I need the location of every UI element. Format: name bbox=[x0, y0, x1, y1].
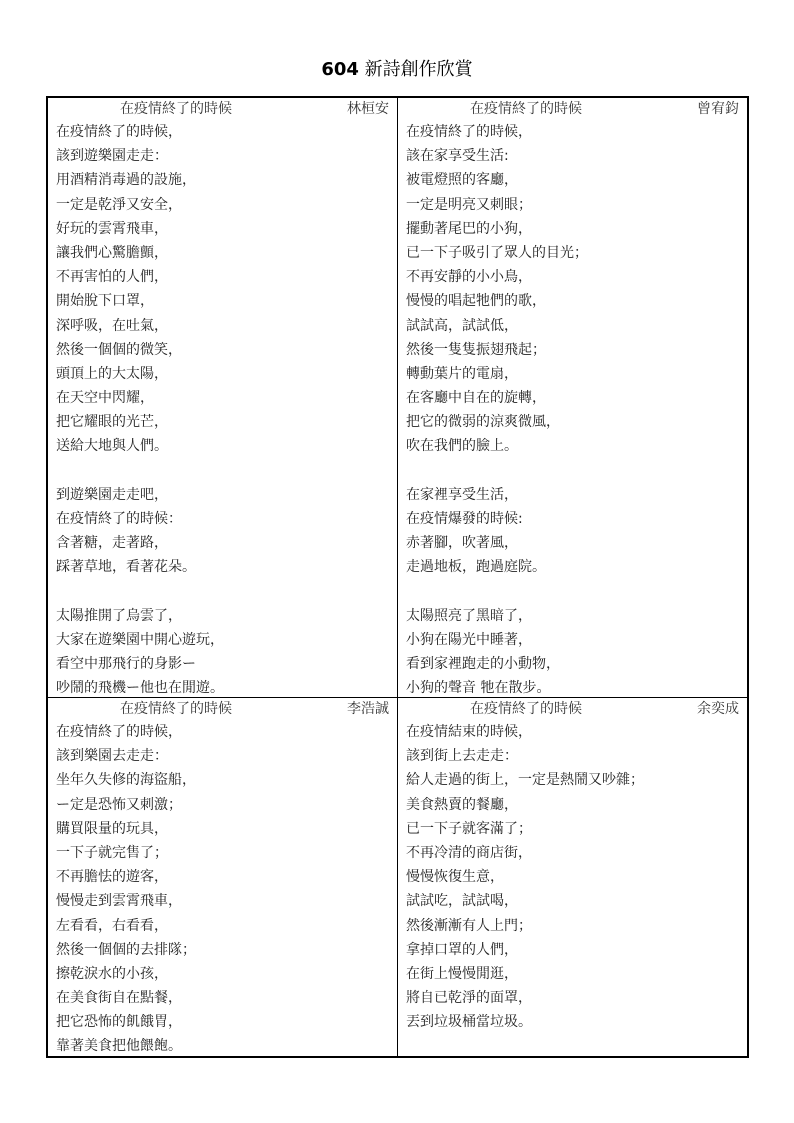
page-title bbox=[0, 58, 794, 82]
poem-line: 一下子就完售了； bbox=[56, 844, 168, 861]
poem-line: 開始脫下口罩， bbox=[56, 293, 154, 310]
poem-line: 然後一個個的微笑， bbox=[56, 341, 182, 358]
poem-line: 小狗在陽光中睡著， bbox=[406, 631, 532, 648]
poem-title: 在疫情終了的時候 bbox=[470, 101, 582, 117]
poem-line: 試試高，試試低， bbox=[406, 317, 518, 334]
poem-line: 一定是明亮又刺眼； bbox=[406, 196, 532, 213]
poem-author: 林桓安 bbox=[347, 101, 389, 117]
poem-line: 然後一個個的去排隊； bbox=[56, 941, 196, 958]
poem-line: 在家裡享受生活， bbox=[406, 486, 518, 503]
poem-line: 頭頂上的大太陽， bbox=[56, 365, 168, 382]
poem-line: 讓我們心驚膽顫， bbox=[56, 244, 168, 261]
poem-line: 踩著草地，看著花朵。 bbox=[56, 559, 196, 576]
poem-line: 含著糖，走著路， bbox=[56, 535, 168, 552]
poem-line: 小狗的聲音 牠在散步。 bbox=[406, 680, 551, 697]
poem-line: 拿掉口罩的人們， bbox=[406, 941, 518, 958]
poem-line: 該在家享受生活: bbox=[406, 148, 509, 165]
poem-line: 已一下子就客滿了； bbox=[406, 820, 532, 837]
poem-line: 慢慢的唱起牠們的歌， bbox=[406, 293, 546, 310]
poem-line: 坐年久失修的海盜船， bbox=[56, 772, 196, 789]
poem-line: 該到街上去走走： bbox=[406, 748, 518, 765]
poem-title: 在疫情終了的時候 bbox=[120, 101, 232, 117]
poem-line: 好玩的雲霄飛車， bbox=[56, 220, 168, 237]
poem-line: 一定是乾淨又安全， bbox=[56, 196, 182, 213]
poem-author: 曾宥鈞 bbox=[697, 101, 739, 117]
poem-line: 在街上慢慢閒逛， bbox=[406, 965, 518, 982]
poem-line: 把它耀眼的光芒， bbox=[56, 414, 168, 431]
poem-line: 在疫情爆發的時候: bbox=[406, 511, 523, 527]
poem-cell bbox=[48, 698, 398, 1056]
poem-line: 赤著腳，吹著風， bbox=[406, 535, 518, 552]
poem-cell bbox=[48, 98, 398, 698]
poem-header bbox=[48, 98, 397, 120]
poem-line: 丟到垃圾桶當垃圾。 bbox=[406, 1014, 532, 1031]
poem-line: 把它的微弱的涼爽微風， bbox=[406, 414, 560, 431]
poem-line: 靠著美食把他餵飽。 bbox=[56, 1038, 182, 1055]
poem-line: 給人走過的街上，一定是熱鬧又吵雜； bbox=[406, 772, 644, 789]
poem-line: 購買限量的玩具， bbox=[56, 820, 168, 837]
poem-line: 擺動著尾巴的小狗， bbox=[406, 220, 532, 237]
title-number: 604 bbox=[321, 59, 359, 80]
poem-title: 在疫情終了的時候 bbox=[120, 701, 232, 717]
poem-line: 然後一隻隻振翅飛起； bbox=[406, 341, 546, 358]
poem-line: ー定是恐怖又刺激； bbox=[56, 796, 182, 813]
poem-line: 走過地板，跑過庭院。 bbox=[406, 559, 546, 576]
poem-line: 在疫情終了的時候： bbox=[56, 511, 182, 527]
poem-line: 送給大地與人們。 bbox=[56, 438, 168, 455]
poem-line: 大家在遊樂園中開心遊玩， bbox=[56, 631, 224, 648]
poem-author: 余奕成 bbox=[697, 701, 739, 717]
poem-line: 到遊樂園走走吧， bbox=[56, 486, 168, 503]
poem-line: 然後漸漸有人上門； bbox=[406, 917, 532, 934]
poem-line: 轉動葉片的電扇， bbox=[406, 365, 518, 382]
poem-line: 在美食街自在點餐， bbox=[56, 990, 182, 1007]
poem-line: 吵鬧的飛機ー他也在閒遊。 bbox=[56, 680, 224, 697]
poem-line: 該到樂園去走走： bbox=[56, 748, 168, 765]
poem-line: 左看看，右看看， bbox=[56, 917, 168, 934]
poem-line bbox=[56, 580, 397, 604]
poem-line: 在客廳中自在的旋轉， bbox=[406, 390, 546, 407]
poem-lines bbox=[48, 720, 397, 1059]
poem-line: 在疫情結束的時候， bbox=[406, 724, 532, 740]
poem-line bbox=[56, 459, 397, 483]
poem-table bbox=[46, 96, 749, 1058]
poem-line: 該到遊樂園走走： bbox=[56, 148, 168, 165]
poem-line: 看到家裡跑走的小動物， bbox=[406, 656, 560, 673]
poem-header bbox=[398, 98, 747, 120]
poem-line: 不再冷清的商店街， bbox=[406, 844, 532, 861]
poem-line: 擦乾淚水的小孩， bbox=[56, 965, 168, 982]
poem-cell bbox=[398, 698, 747, 1056]
poem-line: 在疫情終了的時候， bbox=[56, 724, 182, 740]
poem-line: 已一下子吸引了眾人的目光； bbox=[406, 244, 588, 261]
poem-lines bbox=[48, 120, 397, 701]
poem-line: 在疫情終了的時候， bbox=[406, 124, 532, 140]
poem-line: 在天空中閃耀， bbox=[56, 390, 154, 407]
poem-line: 太陽推開了烏雲了， bbox=[56, 607, 182, 624]
poem-line: 慢慢走到雲霄飛車， bbox=[56, 893, 182, 910]
poem-line: 試試吃，試試喝， bbox=[406, 893, 518, 910]
poem-author: 李浩誠 bbox=[347, 701, 389, 717]
poem-line bbox=[406, 459, 747, 483]
poem-line: 太陽照亮了黑暗了， bbox=[406, 607, 532, 624]
poem-line: 深呼吸，在吐氣， bbox=[56, 317, 168, 334]
poem-line: 不再害怕的人們， bbox=[56, 269, 168, 286]
poem-lines bbox=[398, 720, 747, 1034]
poem-line: 將自已乾淨的面罩， bbox=[406, 990, 532, 1007]
poem-lines bbox=[398, 120, 747, 701]
poem-line: 在疫情終了的時候， bbox=[56, 124, 182, 140]
poem-line: 用酒精消毒過的設施， bbox=[56, 172, 196, 189]
poem-title: 在疫情終了的時候 bbox=[470, 701, 582, 717]
poem-line: 不再安靜的小小鳥， bbox=[406, 269, 532, 286]
poem-line: 美食熱賣的餐廳， bbox=[406, 796, 518, 813]
poem-line bbox=[406, 580, 747, 604]
poem-line: 慢慢恢復生意， bbox=[406, 869, 504, 886]
poem-line: 吹在我們的臉上。 bbox=[406, 438, 518, 455]
poem-line: 被電燈照的客廳， bbox=[406, 172, 518, 189]
poem-line: 看空中那飛行的身影ー bbox=[56, 656, 196, 673]
poem-line: 把它恐怖的飢餓胃， bbox=[56, 1014, 182, 1031]
poem-header bbox=[398, 698, 747, 720]
poem-header bbox=[48, 698, 397, 720]
title-text: 新詩創作欣賞 bbox=[364, 59, 473, 80]
poem-cell bbox=[398, 98, 747, 698]
poem-line: 不再膽怯的遊客， bbox=[56, 869, 168, 886]
